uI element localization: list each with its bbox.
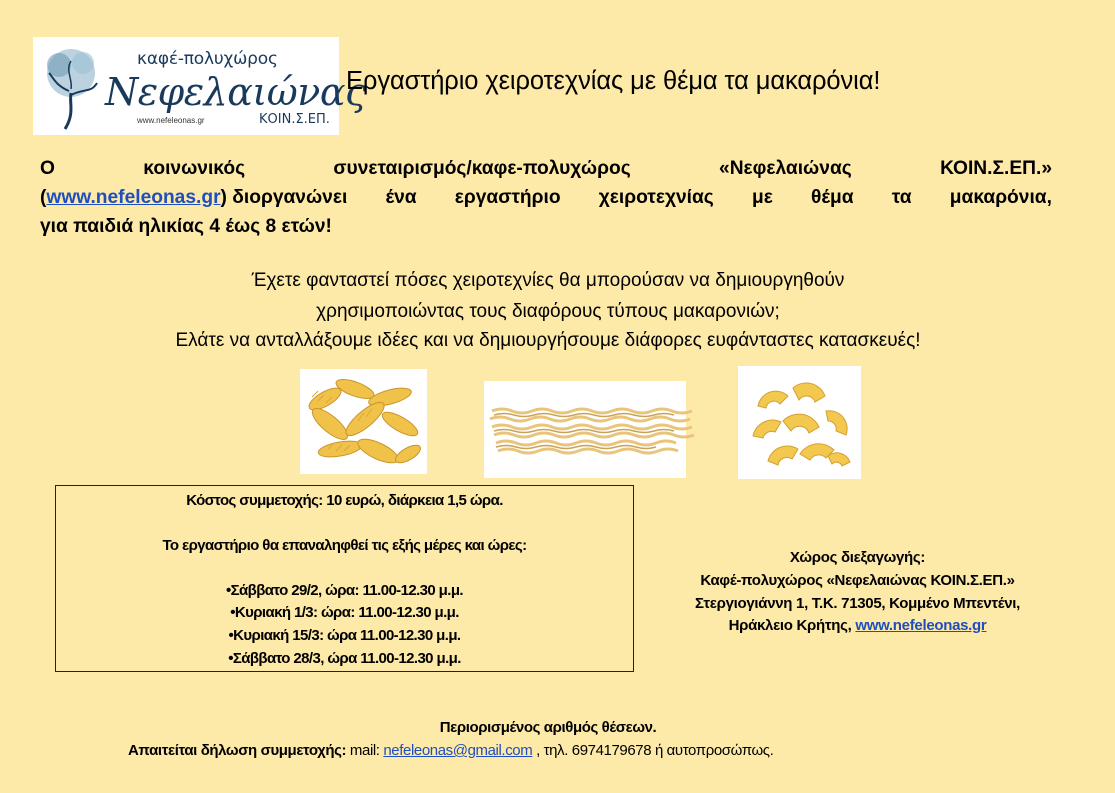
long-fusilli-pasta-image	[484, 381, 686, 478]
venue-website-link[interactable]: www.nefeleonas.gr	[855, 617, 987, 634]
intro-word: θέμα	[811, 187, 854, 208]
registration-label: Απαιτείται δήλωση συμμετοχής:	[128, 742, 347, 759]
venue-line-3	[600, 617, 1115, 634]
brand-logo	[33, 37, 366, 135]
intro-word: ένα	[385, 187, 417, 208]
intro-line-2	[40, 183, 1052, 212]
intro-word: εργαστήριο	[454, 187, 561, 208]
logo-url: www.nefeleonas.gr	[137, 116, 205, 125]
intro-link-group	[40, 183, 347, 212]
schedule-box	[55, 485, 634, 672]
page-title: Εργαστήριο χειροτεχνίας με θέμα τα μακαρόνια!	[346, 67, 881, 95]
intro-paragraph	[40, 154, 1052, 241]
logo-tagline: καφέ-πολυχώρος	[137, 49, 278, 69]
email-link[interactable]: nefeleonas@gmail.com	[383, 742, 533, 759]
paren-open: (	[40, 187, 47, 208]
intro-word: μακαρόνια,	[949, 187, 1052, 208]
date-item: •Κυριακή 15/3: ώρα 11.00-12.30 μ.μ.	[228, 627, 461, 644]
limited-seats-text: Περιορισμένος αριθμός θέσεων.	[439, 719, 657, 736]
logo-name: Νεφελαιώνας	[105, 70, 366, 114]
date-item: •Σάββατο 29/2, ώρα: 11.00-12.30 μ.μ.	[226, 582, 463, 599]
question-line-3: Ελάτε να ανταλλάξουμε ιδέες και να δημιουργήσουμε διάφορες ευφάνταστες κατασκευές!	[175, 330, 921, 351]
question-line-2: χρησιμοποιώντας τους διαφόρους τύπους μακαρονιών;	[316, 301, 780, 322]
intro-word: συνεταιρισμός/καφε-πολυχώρος	[333, 158, 631, 179]
repeat-text: Το εργαστήριο θα επαναληφθεί τις εξής μέρες και ώρες:	[162, 537, 527, 554]
intro-word: χειροτεχνίας	[598, 187, 714, 208]
intro-word: κοινωνικός	[143, 158, 246, 179]
venue-line-1: Καφέ-πολυχώρος «Νεφελαιώνας ΚΟΙΝ.Σ.ΕΠ.»	[700, 572, 1015, 589]
fusilli-pasta-image	[300, 369, 427, 474]
cost-text: Κόστος συμμετοχής: 10 ευρώ, διάρκεια 1,5 ώρα.	[186, 492, 503, 509]
registration-text	[128, 742, 773, 759]
date-item: •Κυριακή 1/3: ώρα: 11.00-12.30 μ.μ.	[230, 604, 459, 621]
intro-line-3: για παιδιά ηλικίας 4 έως 8 ετών!	[40, 216, 332, 237]
question-line-1: Έχετε φανταστεί πόσες χειροτεχνίες θα μπορούσαν να δημιουργηθούν	[251, 270, 845, 291]
intro-word: με	[751, 187, 773, 208]
phone-text: , τηλ. 6974179678 ή αυτοπροσώπως.	[532, 742, 774, 759]
intro-word: τα	[891, 187, 912, 208]
logo-suffix: ΚΟΙΝ.Σ.ΕΠ.	[259, 112, 330, 127]
date-item: •Σάββατο 28/3, ώρα 11.00-12.30 μ.μ.	[228, 650, 461, 667]
intro-word: ) διοργανώνει	[220, 187, 348, 208]
intro-word: «Νεφελαιώνας	[719, 158, 852, 179]
intro-line-1	[40, 154, 1052, 183]
venue-heading: Χώρος διεξαγωγής:	[789, 549, 926, 566]
intro-word: Ο	[40, 158, 55, 179]
website-link[interactable]: www.nefeleonas.gr	[46, 187, 221, 208]
tree-logo-icon	[35, 43, 115, 133]
venue-line-2: Στεργιογιάννη 1, Τ.Κ. 71305, Κομμένο Μπεντένι,	[694, 595, 1021, 612]
venue-city: Ηράκλειο Κρήτης,	[728, 617, 856, 634]
intro-word: ΚΟΙΝ.Σ.ΕΠ.»	[940, 158, 1052, 179]
elbow-macaroni-image	[738, 366, 861, 479]
mail-label: mail:	[346, 742, 384, 759]
